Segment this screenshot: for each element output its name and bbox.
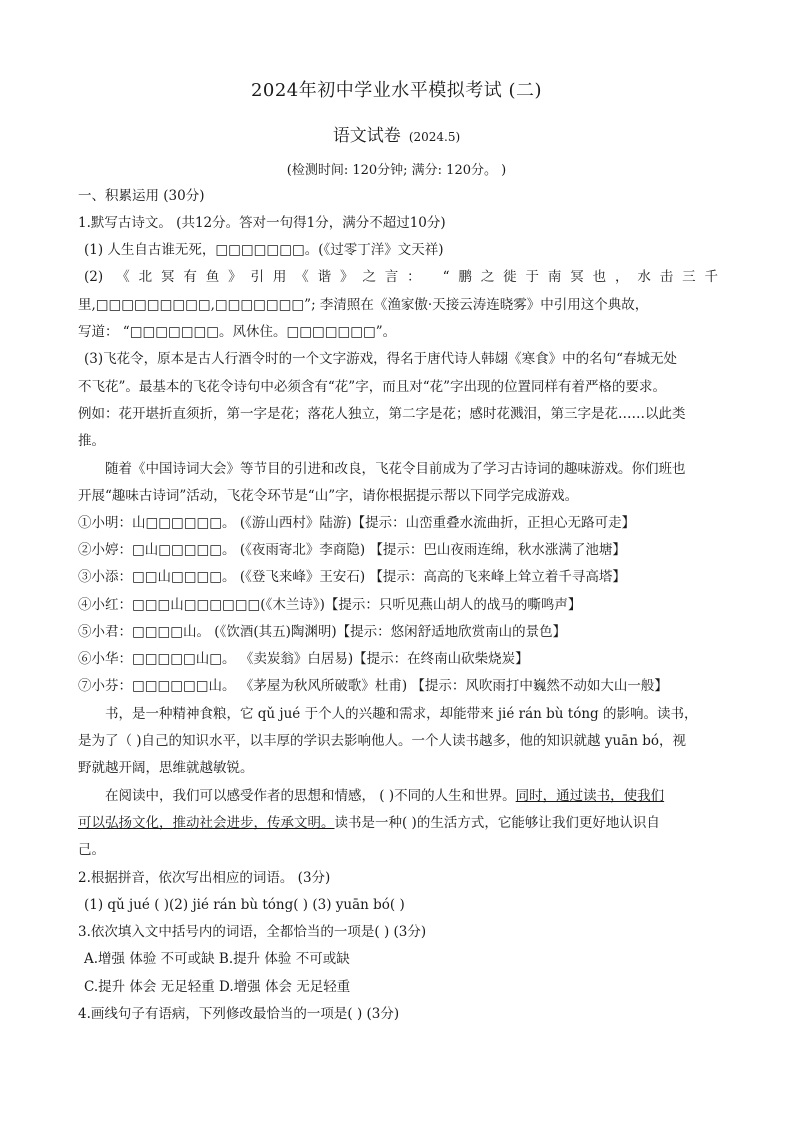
game-item-3: ③小添：□□山□□□□。 (《登飞来峰》王安石) 【提示：高高的飞来峰上耸立着千寻高塔】	[78, 569, 626, 585]
q3-options-ab: A.增强 体验 不可或缺 B.提升 体验 不可或缺	[84, 951, 350, 967]
subject-name: 语文试卷	[332, 126, 401, 146]
q1-item-3-cont: 不飞花”。最基本的飞花令诗句中必须含有“花”字，而且对“花”字出现的位置同样有着严格的要求。	[78, 379, 667, 395]
question-3: 3.依次填入文中括号内的词语，全都恰当的一项是( ) (3分)	[78, 924, 427, 940]
reading-paragraph: 书，是一种精神食粮，它 qǔ jué 于个人的兴趣和需求，却能带来 jié rán bù tóng 的影响。读书，	[105, 706, 698, 722]
underlined-sentence: 可以弘扬文化，推动社会进步，传承文明。	[78, 815, 335, 831]
q1-item-2-cont: 里,□□□□□□□□□,□□□□□□□”; 李清照在《渔家傲·天接云涛连晓雾》中引用这个典故，	[78, 297, 649, 313]
plain-text: 在阅读中，我们可以感受作者的思想和情感， ( )不同的人生和世界。	[105, 788, 516, 804]
reading-paragraph-2	[105, 786, 745, 806]
q1-item-1: (1) 人生自古谁无死，□□□□□□□。(《过零丁洋》文天祥)	[84, 242, 444, 258]
exam-meta: (检测时间: 120分钟; 满分: 120分。 )	[286, 163, 507, 178]
paragraph-line: 开展“趣味古诗词”活动，飞花令环节是“山”字，请你根据提示帮以下同学完成游戏。	[78, 488, 579, 504]
question-1: 1.默写古诗文。 (共12分。答对一句得1分，满分不超过10分)	[78, 215, 446, 231]
plain-text: 读书是一种( )的生活方式，它能够让我们更好地认识自	[334, 815, 660, 831]
game-item-6: ⑥小华：□□□□□山□。 《卖炭翁》白居易)【提示：在终南山砍柴烧炭】	[78, 651, 529, 667]
exam-subject	[0, 121, 793, 146]
q3-options-cd: C.提升 体会 无足轻重 D.增强 体会 无足轻重	[84, 979, 351, 995]
question-2: 2.根据拼音，依次写出相应的词语。 (3分)	[78, 870, 331, 886]
reading-paragraph-cont: 野就越开阔，思维就越敏锐。	[78, 760, 254, 776]
reading-paragraph-cont: 是为了（ )自己的知识水平，以丰厚的学识去影响他人。一个人读书越多，他的知识就越 yuān bó，视	[78, 733, 686, 749]
reading-paragraph-2-cont: 己。	[78, 842, 105, 858]
q2-blanks: (1) qǔ jué ( )(2) jié rán bù tóng( ) (3) yuān bó( )	[84, 897, 405, 913]
exam-title: 2024年初中学业水平模拟考试 (二)	[250, 80, 543, 101]
q1-item-2-cont: 写道： “□□□□□□□。风休住。□□□□□□□”。	[78, 324, 397, 340]
paragraph-line: 随着《中国诗词大会》等节目的引进和改良，飞花令目前成为了学习古诗词的趣味游戏。你们班也	[105, 461, 686, 477]
question-4: 4.画线句子有语病，下列修改最恰当的一项是( ) (3分)	[78, 1006, 400, 1022]
game-item-4: ④小红：□□□山□□□□□□(《木兰诗》)【提示：只听见燕山胡人的战马的嘶鸣声】	[78, 597, 582, 613]
q1-item-3: (3)飞花令，原本是古人行酒令时的一个文字游戏，得名于唐代诗人韩翃《寒食》中的名句“春城无处	[84, 351, 678, 367]
game-item-5: ⑤小君：□□□□山。 (《饮酒(其五)陶渊明)【提示：悠闲舒适地欣赏南山的景色】	[78, 624, 567, 640]
underlined-sentence: 同时，通过读书，使我们	[515, 788, 665, 804]
game-item-2: ②小婷：□山□□□□□。 (《夜雨寄北》李商隐) 【提示：巴山夜雨连绵，秋水涨满了池塘】	[78, 542, 626, 558]
q1-item-3-cont: 例如：花开堪折直须折，第一字是花；落花人独立，第二字是花；感时花溅泪，第三字是花……以此类	[78, 406, 686, 422]
game-item-7: ⑦小芬：□□□□□□山。 《茅屋为秋风所破歌》杜甫) 【提示：风吹雨打中巍然不动如大山一般】	[78, 678, 668, 694]
q1-item-3-cont: 推。	[78, 433, 105, 449]
exam-date: (2024.5)	[408, 130, 461, 144]
q1-item-2: (2) 《北冥有鱼》引用《谐》之言： “鹏之徙于南冥也，水击三千	[84, 269, 718, 285]
game-item-1: ①小明：山□□□□□□。 (《游山西村》陆游)【提示：山峦重叠水流曲折，正担心无路可走】	[78, 515, 636, 531]
reading-paragraph-2-cont	[78, 813, 718, 833]
section-heading: 一、积累运用 (30分)	[78, 188, 205, 204]
